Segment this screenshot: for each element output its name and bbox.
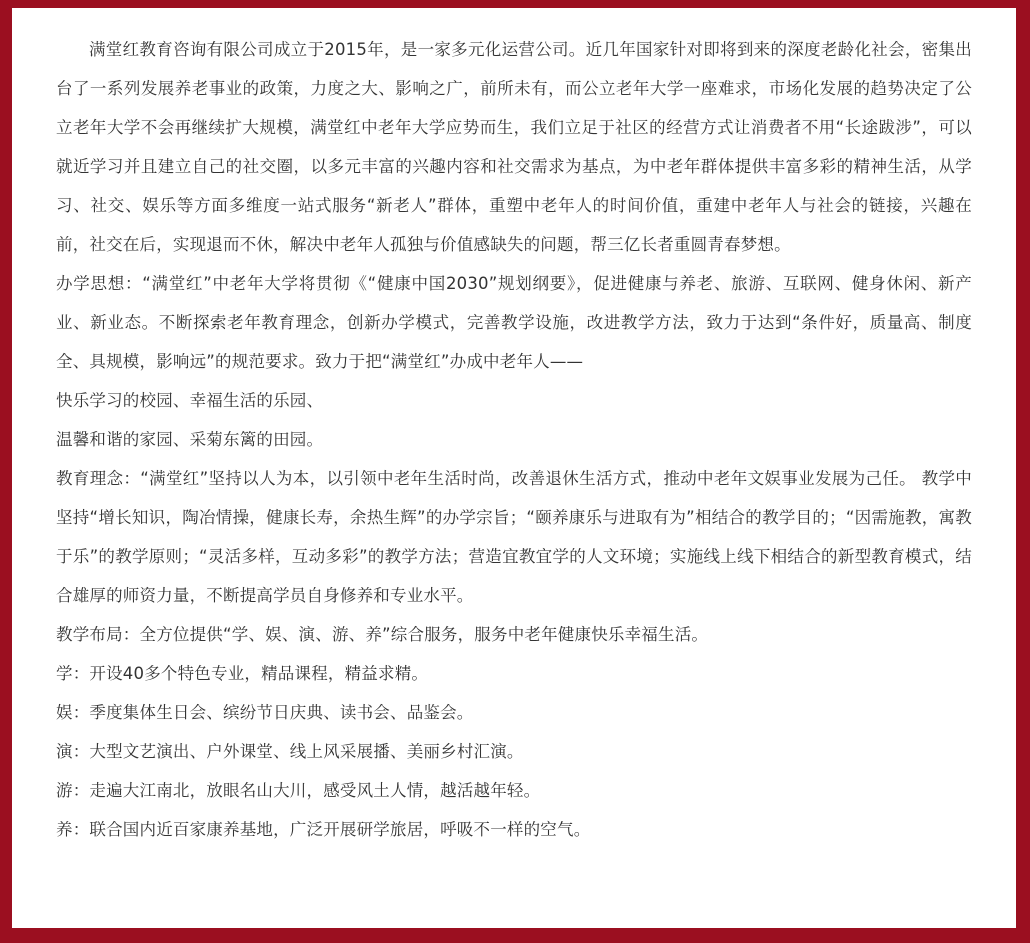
- paragraph-entertain: 娱：季度集体生日会、缤纷节日庆典、读书会、品鉴会。: [56, 703, 474, 722]
- paragraph-intro: 满堂红教育咨询有限公司成立于2015年，是一家多元化运营公司。近几年国家针对即将到来的深度老龄化社会，密集出台了一系列发展养老事业的政策，力度之大、影响之广，前所未有，而公立老年大学一座难求，市场化发展的趋势决定了公立老年大学不会再继续扩大规模，满堂红中老年大学应势而生，我们立足于社区的经营方式让消费者不用“长途跋涉”，可以就近学习并且建立自己的社交圈，以多元丰富的兴趣内容和社交需求为基点，为中老年群体提供丰富多彩的精神生活，从学习、社交、娱乐等方面多维度一站式服务“新老人”群体，重塑中老年人的时间价值，重建中老年人与社会的链接，兴趣在前，社交在后，实现退而不休，解决中老年人孤独与价值感缺失的问题，帮三亿长者重圆青春梦想。: [56, 40, 972, 254]
- content-panel: [12, 8, 1016, 928]
- paragraph-campus: 快乐学习的校园、幸福生活的乐园、: [56, 391, 324, 410]
- paragraph-philosophy: 办学思想：“满堂红”中老年大学将贯彻《“健康中国2030”规划纲要》，促进健康与养老、旅游、互联网、健身休闲、新产业、新业态。不断探索老年教育理念，创新办学模式，完善教学设施，改进教学方法，致力于达到“条件好，质量高、制度全、具规模，影响远”的规范要求。致力于把“满堂红”办成中老年人——: [56, 274, 972, 371]
- paragraph-travel: 游：走遍大江南北，放眼名山大川，感受风土人情，越活越年轻。: [56, 781, 541, 800]
- paragraph-nurture: 养：联合国内近百家康养基地，广泛开展研学旅居，呼吸不一样的空气。: [56, 820, 591, 839]
- paragraph-learn: 学：开设40多个特色专业，精品课程，精益求精。: [56, 664, 429, 683]
- article-body: [56, 30, 972, 849]
- paragraph-home: 温馨和谐的家园、采菊东篱的田园。: [56, 430, 324, 449]
- paragraph-concept: 教育理念：“满堂红”坚持以人为本，以引领中老年生活时尚，改善退休生活方式，推动中老年文娱事业发展为己任。 教学中坚持“增长知识，陶冶情操，健康长寿，余热生辉”的办学宗旨；“颐养康乐与进取有为”相结合的教学目的；“因需施教，寓教于乐”的教学原则；“灵活多样，互动多彩”的教学方法；营造宜教宜学的人文环境；实施线上线下相结合的新型教育模式，结合雄厚的师资力量，不断提高学员自身修养和专业水平。: [56, 469, 972, 605]
- paragraph-perform: 演：大型文艺演出、户外课堂、线上风采展播、美丽乡村汇演。: [56, 742, 524, 761]
- paragraph-layout: 教学布局：全方位提供“学、娱、演、游、养”综合服务，服务中老年健康快乐幸福生活。: [56, 625, 709, 644]
